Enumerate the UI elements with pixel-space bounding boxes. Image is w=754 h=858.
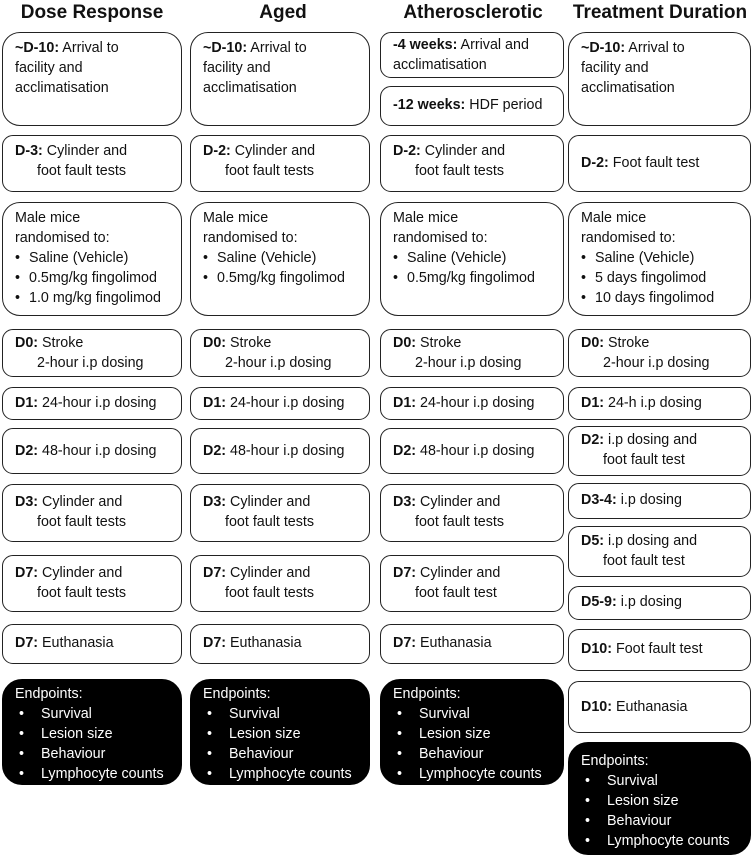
- aged-tests-text-2: foot fault tests: [225, 163, 315, 179]
- athero-arrival-text: Arrival and: [457, 37, 529, 53]
- duration-d1-text: 24-h i.p dosing: [604, 395, 702, 411]
- athero-d7-text-2: foot fault test: [415, 585, 497, 601]
- athero-endpoints-title: Endpoints:: [393, 686, 461, 702]
- duration-d0-text-2: 2-hour i.p dosing: [603, 355, 710, 371]
- dose-rand-text-1: Male mice: [15, 210, 81, 226]
- duration-d10-day: D10:: [581, 641, 612, 657]
- athero-d7-euth-box: [380, 624, 564, 664]
- duration-d59-text: i.p dosing: [616, 594, 682, 610]
- duration-d1-day: D1:: [581, 395, 605, 411]
- dose-d3-text: Cylinder and: [38, 494, 123, 510]
- dose-rand-text-2: randomised to:: [15, 230, 110, 246]
- dose-d0-text-2: 2-hour i.p dosing: [37, 355, 144, 371]
- dose-d1-day: D1:: [15, 395, 39, 411]
- athero-d3-text-2: foot fault tests: [415, 514, 505, 530]
- aged-tests-text: Cylinder and: [230, 143, 316, 159]
- aged-d0-text: Stroke: [226, 335, 272, 351]
- dose-d7-day: D7:: [15, 565, 39, 581]
- athero-endpoint-item: • Behaviour: [397, 746, 484, 762]
- aged-d7-day: D7:: [203, 565, 227, 581]
- duration-arrival-text-3: acclimatisation: [581, 80, 675, 96]
- duration-d34-box: [568, 483, 751, 519]
- dose-d7-text: Cylinder and: [38, 565, 123, 581]
- duration-d0-box: [568, 329, 751, 377]
- dose-tests-text: Cylinder and: [42, 143, 128, 159]
- duration-rand-text-1: Male mice: [581, 210, 647, 226]
- aged-endpoint-item: • Lesion size: [207, 726, 301, 742]
- dose-endpoints-box: [2, 679, 182, 785]
- aged-tests-day: D-2:: [203, 143, 231, 159]
- duration-endpoint-item: • Survival: [585, 773, 658, 789]
- aged-arrival-text: Arrival to: [247, 40, 307, 56]
- aged-euth-text: Euthanasia: [226, 635, 302, 651]
- aged-rand-text-2: randomised to:: [203, 230, 298, 246]
- dose-d3-text-2: foot fault tests: [37, 514, 127, 530]
- aged-d7-text: Cylinder and: [226, 565, 311, 581]
- dose-tests-text-2: foot fault tests: [37, 163, 127, 179]
- dose-d1-text: 24-hour i.p dosing: [38, 395, 157, 411]
- dose-tests-day: D-3:: [15, 143, 43, 159]
- duration-tests-text: Foot fault test: [608, 155, 700, 171]
- dose-arrival-text: Arrival to: [59, 40, 119, 56]
- aged-arrival-day: ~D-10:: [203, 40, 248, 56]
- header-dose-response: Dose Response: [20, 2, 164, 23]
- athero-randomisation-box: [380, 202, 564, 316]
- athero-endpoint-item: • Lesion size: [397, 726, 491, 742]
- dose-endpoint-item: • Behaviour: [19, 746, 106, 762]
- athero-euth-text: Euthanasia: [416, 635, 492, 651]
- athero-rand-text-1: Male mice: [393, 210, 459, 226]
- dose-d7-text-2: foot fault tests: [37, 585, 127, 601]
- header-aged: Aged: [259, 2, 307, 23]
- duration-d5-text-2: foot fault test: [603, 553, 685, 569]
- aged-d3-text: Cylinder and: [226, 494, 311, 510]
- athero-d1-text: 24-hour i.p dosing: [416, 395, 535, 411]
- aged-d2-box: [190, 428, 370, 474]
- dose-d1-box: [2, 387, 182, 420]
- duration-d34-day: D3-4:: [581, 492, 617, 508]
- aged-rand-item: • Saline (Vehicle): [203, 250, 317, 266]
- duration-endpoint-item: • Lymphocyte counts: [585, 833, 730, 849]
- aged-d1-box: [190, 387, 370, 420]
- dose-d0-day: D0:: [15, 335, 39, 351]
- aged-randomisation-box: [190, 202, 370, 316]
- athero-d0-text-2: 2-hour i.p dosing: [415, 355, 522, 371]
- duration-d0-day: D0:: [581, 335, 605, 351]
- aged-d2-day: D2:: [203, 443, 227, 459]
- athero-rand-text-2: randomised to:: [393, 230, 488, 246]
- duration-d59-day: D5-9:: [581, 594, 617, 610]
- aged-d0-day: D0:: [203, 335, 227, 351]
- dose-d0-box: [2, 329, 182, 377]
- dose-rand-item: • 0.5mg/kg fingolimod: [15, 270, 157, 286]
- aged-d7-euth-box: [190, 624, 370, 664]
- duration-rand-text-2: randomised to:: [581, 230, 676, 246]
- athero-arrival-box: [380, 32, 564, 78]
- aged-arrival-text-2: facility and: [203, 60, 271, 76]
- athero-d0-box: [380, 329, 564, 377]
- duration-d5-text: i.p dosing and: [604, 533, 698, 549]
- athero-arrival-day: -4 weeks:: [393, 37, 458, 53]
- athero-d0-text: Stroke: [416, 335, 462, 351]
- aged-rand-text-1: Male mice: [203, 210, 269, 226]
- dose-arrival-text-3: acclimatisation: [15, 80, 109, 96]
- aged-arrival-text-3: acclimatisation: [203, 80, 297, 96]
- duration-d2-box: [568, 426, 751, 476]
- duration-d10-euth-box: [568, 681, 751, 733]
- duration-d2-text-2: foot fault test: [603, 452, 685, 468]
- aged-d7-text-2: foot fault tests: [225, 585, 315, 601]
- athero-d7-day: D7:: [393, 565, 417, 581]
- dose-d7-tests-box: [2, 555, 182, 612]
- duration-d0-text: Stroke: [604, 335, 650, 351]
- aged-d2-text: 48-hour i.p dosing: [226, 443, 345, 459]
- dose-rand-item: • Saline (Vehicle): [15, 250, 129, 266]
- aged-d7-tests-box: [190, 555, 370, 612]
- dose-endpoints-title: Endpoints:: [15, 686, 83, 702]
- dose-endpoint-item: • Lesion size: [19, 726, 113, 742]
- athero-rand-item: • 0.5mg/kg fingolimod: [393, 270, 535, 286]
- athero-d2-day: D2:: [393, 443, 417, 459]
- aged-euth-day: D7:: [203, 635, 227, 651]
- athero-tests-text-2: foot fault tests: [415, 163, 505, 179]
- dose-d3-day: D3:: [15, 494, 39, 510]
- duration-d59-box: [568, 586, 751, 620]
- duration-d5-day: D5:: [581, 533, 605, 549]
- aged-d3-day: D3:: [203, 494, 227, 510]
- duration-d2-text: i.p dosing and: [604, 432, 698, 448]
- aged-endpoint-item: • Lymphocyte counts: [207, 766, 352, 782]
- duration-randomisation-box: [568, 202, 751, 316]
- duration-rand-item: • Saline (Vehicle): [581, 250, 695, 266]
- duration-arrival-day: ~D-10:: [581, 40, 626, 56]
- athero-rand-item: • Saline (Vehicle): [393, 250, 507, 266]
- aged-arrival-box: [190, 32, 370, 126]
- duration-arrival-box: [568, 32, 751, 126]
- athero-tests-day: D-2:: [393, 143, 421, 159]
- athero-endpoint-item: • Lymphocyte counts: [397, 766, 542, 782]
- duration-rand-item: • 10 days fingolimod: [581, 290, 715, 306]
- duration-d5-box: [568, 526, 751, 577]
- duration-d10-text: Foot fault test: [612, 641, 703, 657]
- dose-rand-item: • 1.0 mg/kg fingolimod: [15, 290, 161, 306]
- aged-d3-box: [190, 484, 370, 542]
- athero-tests-text: Cylinder and: [420, 143, 506, 159]
- athero-endpoints-box: [380, 679, 564, 785]
- athero-d1-box: [380, 387, 564, 420]
- dose-d0-text: Stroke: [38, 335, 84, 351]
- aged-d1-day: D1:: [203, 395, 227, 411]
- duration-arrival-text-2: facility and: [581, 60, 649, 76]
- aged-endpoint-item: • Behaviour: [207, 746, 294, 762]
- athero-tests-box: [380, 135, 564, 192]
- dose-d7-euth-box: [2, 624, 182, 664]
- dose-euth-day: D7:: [15, 635, 39, 651]
- duration-tests-box: [568, 135, 751, 192]
- dose-arrival-day: ~D-10:: [15, 40, 60, 56]
- header-atherosclerotic: Atherosclerotic: [403, 2, 543, 23]
- duration-endpoint-item: • Lesion size: [585, 793, 679, 809]
- dose-endpoint-item: • Lymphocyte counts: [19, 766, 164, 782]
- duration-d2-day: D2:: [581, 432, 605, 448]
- athero-d7-text: Cylinder and: [416, 565, 501, 581]
- dose-d2-day: D2:: [15, 443, 39, 459]
- aged-rand-item: • 0.5mg/kg fingolimod: [203, 270, 345, 286]
- header-treatment-duration: Treatment Duration: [572, 2, 748, 23]
- athero-d3-text: Cylinder and: [416, 494, 501, 510]
- athero-euth-day: D7:: [393, 635, 417, 651]
- athero-d2-box: [380, 428, 564, 474]
- dose-randomisation-box: [2, 202, 182, 316]
- athero-arrival-text-2: acclimatisation: [393, 57, 487, 73]
- duration-tests-day: D-2:: [581, 155, 609, 171]
- duration-endpoints-box: [568, 742, 751, 855]
- duration-endpoints-title: Endpoints:: [581, 753, 649, 769]
- athero-d3-day: D3:: [393, 494, 417, 510]
- dose-d3-box: [2, 484, 182, 542]
- dose-arrival-text-2: facility and: [15, 60, 83, 76]
- athero-endpoint-item: • Survival: [397, 706, 470, 722]
- athero-d0-day: D0:: [393, 335, 417, 351]
- duration-euth-day: D10:: [581, 699, 612, 715]
- athero-d3-box: [380, 484, 564, 542]
- dose-d2-box: [2, 428, 182, 474]
- dose-tests-box: [2, 135, 182, 192]
- dose-arrival-box: [2, 32, 182, 126]
- athero-hdf-day: -12 weeks:: [393, 97, 466, 113]
- duration-d1-box: [568, 387, 751, 420]
- aged-endpoint-item: • Survival: [207, 706, 280, 722]
- aged-tests-box: [190, 135, 370, 192]
- aged-endpoints-title: Endpoints:: [203, 686, 271, 702]
- dose-d2-text: 48-hour i.p dosing: [38, 443, 157, 459]
- aged-d0-box: [190, 329, 370, 377]
- duration-rand-item: • 5 days fingolimod: [581, 270, 707, 286]
- dose-endpoint-item: • Survival: [19, 706, 92, 722]
- duration-d34-text: i.p dosing: [616, 492, 682, 508]
- athero-d1-day: D1:: [393, 395, 417, 411]
- duration-d10-test-box: [568, 629, 751, 671]
- dose-euth-text: Euthanasia: [38, 635, 114, 651]
- duration-arrival-text: Arrival to: [625, 40, 685, 56]
- athero-hdf-box: [380, 86, 564, 126]
- aged-endpoints-box: [190, 679, 370, 785]
- duration-euth-text: Euthanasia: [612, 699, 688, 715]
- aged-d3-text-2: foot fault tests: [225, 514, 315, 530]
- aged-d1-text: 24-hour i.p dosing: [226, 395, 345, 411]
- athero-d2-text: 48-hour i.p dosing: [416, 443, 535, 459]
- athero-hdf-text: HDF period: [465, 97, 543, 113]
- duration-endpoint-item: • Behaviour: [585, 813, 672, 829]
- athero-d7-tests-box: [380, 555, 564, 612]
- aged-d0-text-2: 2-hour i.p dosing: [225, 355, 332, 371]
